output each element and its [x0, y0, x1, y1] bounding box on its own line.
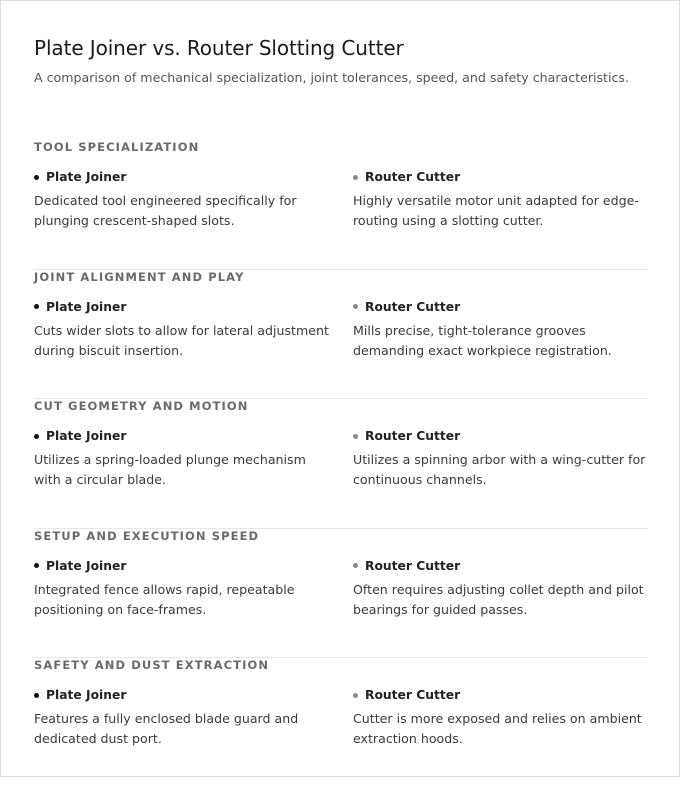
bullet-dot-icon: [353, 434, 358, 439]
page-title: Plate Joiner vs. Router Slotting Cutter: [34, 36, 404, 60]
router-cutter-column: [353, 169, 648, 231]
column-description: Cuts wider slots to allow for lateral adjustment during biscuit insertion.: [34, 322, 329, 358]
column-description: Features a fully enclosed blade guard and dedicated dust port.: [34, 711, 299, 746]
column-description: Highly versatile motor unit adapted for edge-routing using a slotting cutter.: [353, 193, 639, 228]
column-description: Cutter is more exposed and relies on ambient extraction hoods.: [353, 711, 642, 746]
column-header: [353, 558, 648, 574]
plate-joiner-column: [34, 687, 329, 749]
comparison-section: [34, 140, 648, 270]
column-label: Router Cutter: [365, 429, 461, 443]
column-label: Plate Joiner: [46, 558, 127, 573]
column-label: Plate Joiner: [46, 299, 127, 314]
column-description: Utilizes a spring-loaded plunge mechanism with a circular blade.: [34, 452, 306, 487]
comparison-section: [34, 270, 648, 400]
column-header: [353, 169, 648, 185]
column-header: [34, 428, 329, 444]
column-label: Router Cutter: [365, 299, 461, 314]
plate-joiner-column: [34, 299, 329, 361]
comparison-section: [34, 399, 648, 529]
router-cutter-column: [353, 687, 648, 749]
comparison-sections: [34, 140, 648, 788]
column-header: [353, 687, 648, 703]
column-description: Dedicated tool engineered specifically for plunging crescent-shaped slots.: [34, 193, 297, 228]
comparison-section: [34, 529, 648, 659]
router-cutter-column: [353, 299, 648, 361]
column-label: Router Cutter: [365, 688, 461, 702]
column-header: [34, 169, 329, 185]
section-heading: CUT GEOMETRY AND MOTION: [34, 399, 249, 413]
column-description: Often requires adjusting collet depth and pilot bearings for guided passes.: [353, 581, 644, 617]
section-heading: JOINT ALIGNMENT AND PLAY: [34, 269, 245, 284]
column-header: [353, 299, 648, 315]
column-description: Utilizes a spinning arbor with a wing-cutter for continuous channels.: [353, 452, 646, 487]
router-cutter-column: [353, 428, 648, 490]
bullet-dot-icon: [34, 563, 39, 568]
column-label: Router Cutter: [365, 558, 461, 573]
bullet-dot-icon: [34, 434, 39, 439]
column-header: [34, 299, 329, 315]
column-description: Integrated fence allows rapid, repeatable positioning on face-frames.: [34, 581, 295, 617]
column-label: Plate Joiner: [46, 688, 127, 702]
bullet-dot-icon: [353, 304, 358, 309]
column-label: Plate Joiner: [46, 429, 127, 443]
column-label: Plate Joiner: [46, 170, 127, 184]
column-header: [34, 558, 329, 574]
plate-joiner-column: [34, 428, 329, 490]
column-label: Router Cutter: [365, 170, 461, 184]
bullet-dot-icon: [34, 693, 39, 698]
section-heading: SETUP AND EXECUTION SPEED: [34, 528, 260, 543]
bullet-dot-icon: [34, 304, 39, 309]
comparison-section: [34, 658, 648, 788]
section-heading: TOOL SPECIALIZATION: [34, 140, 200, 154]
bullet-dot-icon: [353, 693, 358, 698]
section-heading: SAFETY AND DUST EXTRACTION: [34, 658, 270, 672]
bullet-dot-icon: [34, 175, 39, 180]
column-header: [34, 687, 329, 703]
bullet-dot-icon: [353, 563, 358, 568]
plate-joiner-column: [34, 558, 329, 620]
bullet-dot-icon: [353, 175, 358, 180]
plate-joiner-column: [34, 169, 329, 231]
column-description: Mills precise, tight-tolerance grooves demanding exact workpiece registration.: [353, 322, 612, 358]
page-subtitle: A comparison of mechanical specialization, joint tolerances, speed, and safety characteristics.: [34, 70, 629, 85]
column-header: [353, 428, 648, 444]
router-cutter-column: [353, 558, 648, 620]
